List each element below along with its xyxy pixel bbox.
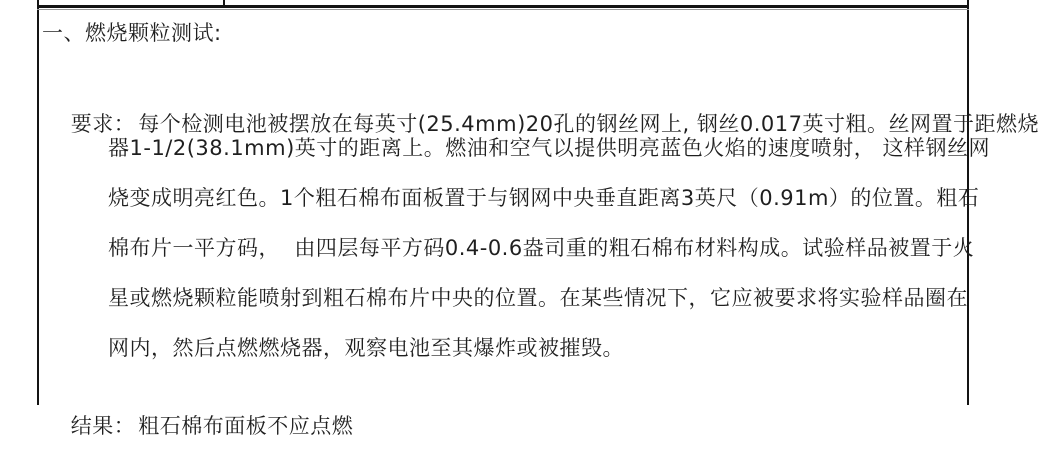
requirement-label: 要求：	[70, 112, 136, 136]
requirement-line-text: 烧变成明亮红色。1个粗石棉布面板置于与钢网中央垂直距离3英尺（0.91m）的位置。粗石	[108, 186, 980, 210]
table-left-border	[37, 0, 39, 405]
table-top-border-shadow	[37, 9, 969, 10]
requirement-line-text: 网内，然后点燃燃烧器，观察电池至其爆炸或被摧毁。	[108, 336, 624, 360]
section-heading: 一、燃烧颗粒测试:	[42, 21, 222, 45]
result-label: 结果：	[70, 414, 136, 438]
result-line	[42, 387, 353, 465]
previous-row-column-divider	[223, 0, 225, 8]
result-text: 粗石棉布面板不应点燃	[138, 414, 354, 438]
requirement-line-text: 每个检测电池被摆放在每英寸(25.4mm)20孔的钢丝网上, 钢丝0.017英寸粗。丝网置于距燃烧	[138, 112, 1039, 136]
table-top-border	[37, 5, 969, 8]
requirement-line-text: 器1-1/2(38.1mm)英寸的距离上。燃油和空气以提供明亮蓝色火焰的速度喷射， 这样钢丝网	[108, 136, 990, 160]
requirement-line-text: 星或燃烧颗粒能喷射到粗石棉布片中央的位置。在某些情况下，它应被要求将实验样品圈在	[108, 286, 968, 310]
requirement-line-text: 棉布片一平方码， 由四层每平方码0.4-0.6盎司重的粗石棉布材料构成。试验样品被置于火	[108, 236, 975, 260]
